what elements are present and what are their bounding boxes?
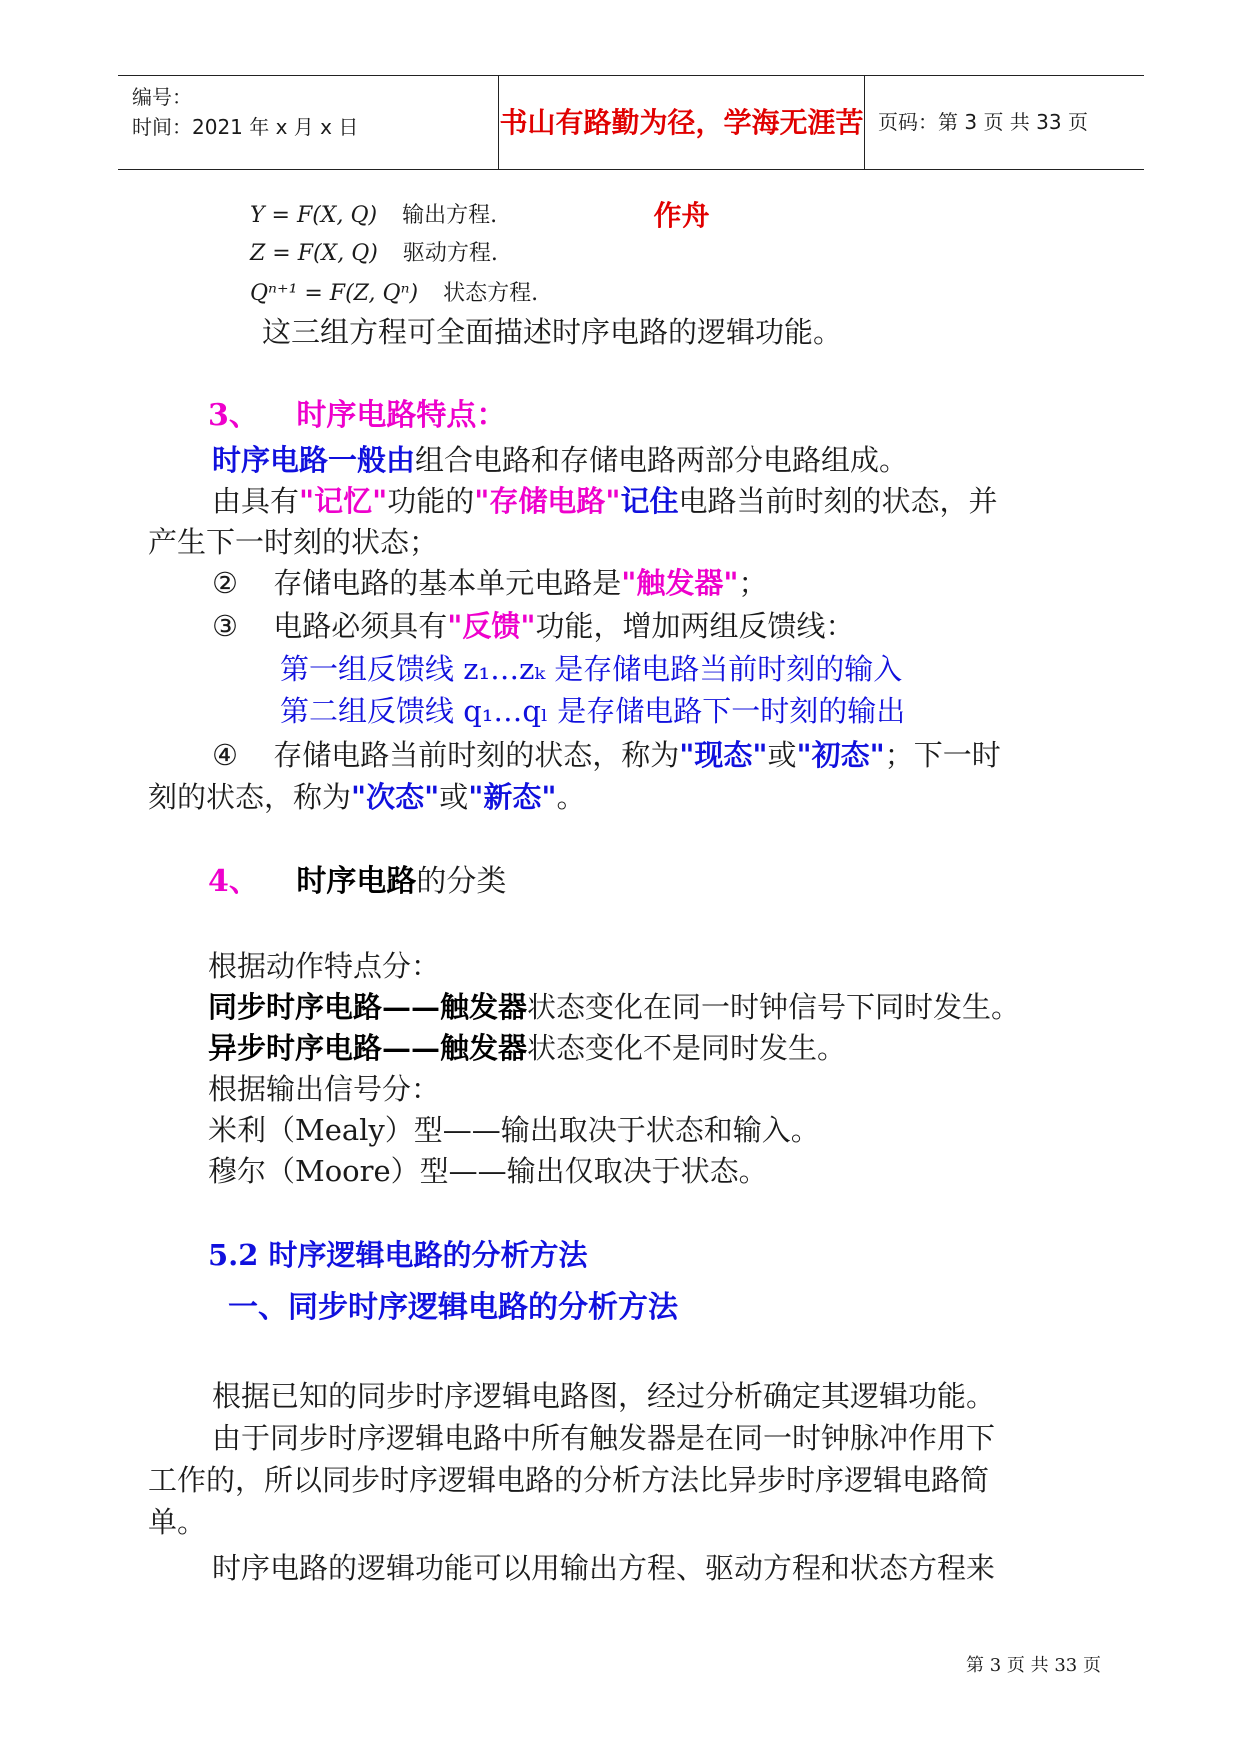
paragraph-line [208, 987, 1020, 1027]
plain-text: 组合电路和存储电路两部分电路组成。 [415, 443, 909, 477]
section-number: 3、 [208, 398, 259, 433]
plain-text: 功能的 [387, 484, 475, 518]
header-left-cell [132, 82, 482, 142]
section-4-heading [208, 862, 506, 902]
plain-text: 状态变化在同一时钟信号下同时发生。 [527, 990, 1021, 1024]
plain-text: 的分类 [416, 864, 507, 899]
page-footer: 第 3 页 共 33 页 [966, 1655, 1101, 1676]
feedback-line: 第二组反馈线 q₁…qₗ 是存储电路下一时刻的输出 [280, 694, 906, 728]
list-item [212, 735, 1001, 775]
equation-label: 状态方程. [443, 281, 539, 306]
plain-text: 电路当前时刻的状态，并 [678, 484, 998, 518]
list-item [212, 606, 854, 646]
equation-drive [250, 236, 498, 267]
equation-state [250, 276, 538, 307]
plain-text: 电路必须具有 [273, 609, 448, 643]
plain-text: 功能，增加两组反馈线： [535, 609, 855, 643]
feedback-line: 第一组反馈线 z₁…zₖ 是存储电路当前时刻的输入 [280, 652, 903, 686]
equation-formula: Y = F(X, Q) [250, 203, 378, 228]
emphasis-text: "存储电路" [474, 484, 621, 518]
item-marker: ③ [212, 609, 238, 643]
emphasis-text: "触发器" [621, 566, 739, 600]
section-number: 4、 [208, 864, 259, 899]
item-marker: ② [212, 566, 238, 600]
equation-label: 驱动方程. [402, 241, 498, 266]
item-marker: ④ [212, 738, 238, 772]
emphasis-text: 异步时序电路——触发器 [208, 1031, 528, 1065]
section-title: 时序电路 [296, 864, 417, 899]
paragraph-line: 根据已知的同步时序逻辑电路图，经过分析确定其逻辑功能。 [212, 1379, 996, 1413]
paragraph-line [208, 1028, 846, 1068]
paragraph-line: 时序电路的逻辑功能可以用输出方程、驱动方程和状态方程来 [212, 1551, 996, 1585]
summary-paragraph: 这三组方程可全面描述时序电路的逻辑功能。 [262, 315, 843, 349]
plain-text: 或 [767, 738, 797, 772]
equation-output [250, 198, 497, 229]
paragraph-line: 米利（Mealy）型——输出取决于状态和输入。 [208, 1113, 820, 1147]
heading-5-2: 5.2 时序逻辑电路的分析方法 [208, 1238, 588, 1272]
paragraph-line: 产生下一时刻的状态； [148, 525, 439, 559]
emphasis-text: "记忆" [299, 484, 388, 518]
time-label: 时间：2021 年 x 月 x 日 [132, 115, 359, 139]
equation-label: 输出方程. [402, 203, 498, 228]
paragraph-line: 由于同步时序逻辑电路中所有触发器是在同一时钟脉冲作用下 [212, 1421, 996, 1455]
plain-text: 状态变化不是同时发生。 [527, 1031, 847, 1065]
emphasis-text: 时序电路一般由 [212, 443, 416, 477]
number-label: 编号： [132, 85, 192, 109]
emphasis-text: 同步时序电路——触发器 [208, 990, 528, 1024]
header-page-label: 页码：第 3 页 共 33 页 [878, 110, 1088, 134]
plain-text: ；下一时 [884, 738, 1001, 772]
paragraph-line [148, 777, 585, 817]
plain-text: 由具有 [212, 484, 300, 518]
paragraph-line: 工作的，所以同步时序逻辑电路的分析方法比异步时序逻辑电路简 [148, 1463, 990, 1497]
plain-text: 存储电路的基本单元电路是 [273, 566, 622, 600]
plain-text: 或 [439, 780, 469, 814]
list-item [212, 563, 767, 603]
emphasis-text: "次态" [351, 780, 440, 814]
plain-text: 刻的状态，称为 [148, 780, 352, 814]
plain-text: ； [738, 566, 768, 600]
header-divider [864, 76, 865, 169]
paragraph-line: 单。 [148, 1505, 207, 1539]
paragraph-line: 穆尔（Moore）型——输出仅取决于状态。 [208, 1154, 768, 1188]
equation-formula: Qⁿ⁺¹ = F(Z, Qⁿ) [250, 281, 419, 306]
plain-text: 。 [556, 780, 586, 814]
header-motto: 书山有路勤为径，学海无涯苦作舟 [499, 106, 864, 232]
emphasis-text: 记住 [620, 484, 679, 518]
paragraph-line: 根据输出信号分： [208, 1072, 441, 1106]
emphasis-text: "新态" [468, 780, 557, 814]
paragraph-line [212, 440, 908, 480]
paragraph-line: 根据动作特点分： [208, 949, 441, 983]
equation-formula: Z = F(X, Q) [250, 241, 378, 266]
heading-5-2-1: 一、同步时序逻辑电路的分析方法 [228, 1290, 678, 1325]
section-3-heading [208, 396, 506, 436]
paragraph-line [212, 481, 998, 521]
plain-text: 存储电路当前时刻的状态，称为 [273, 738, 680, 772]
emphasis-text: "反馈" [447, 609, 536, 643]
section-title: 时序电路特点： [296, 398, 507, 433]
emphasis-text: "现态" [679, 738, 768, 772]
emphasis-text: "初态" [796, 738, 885, 772]
